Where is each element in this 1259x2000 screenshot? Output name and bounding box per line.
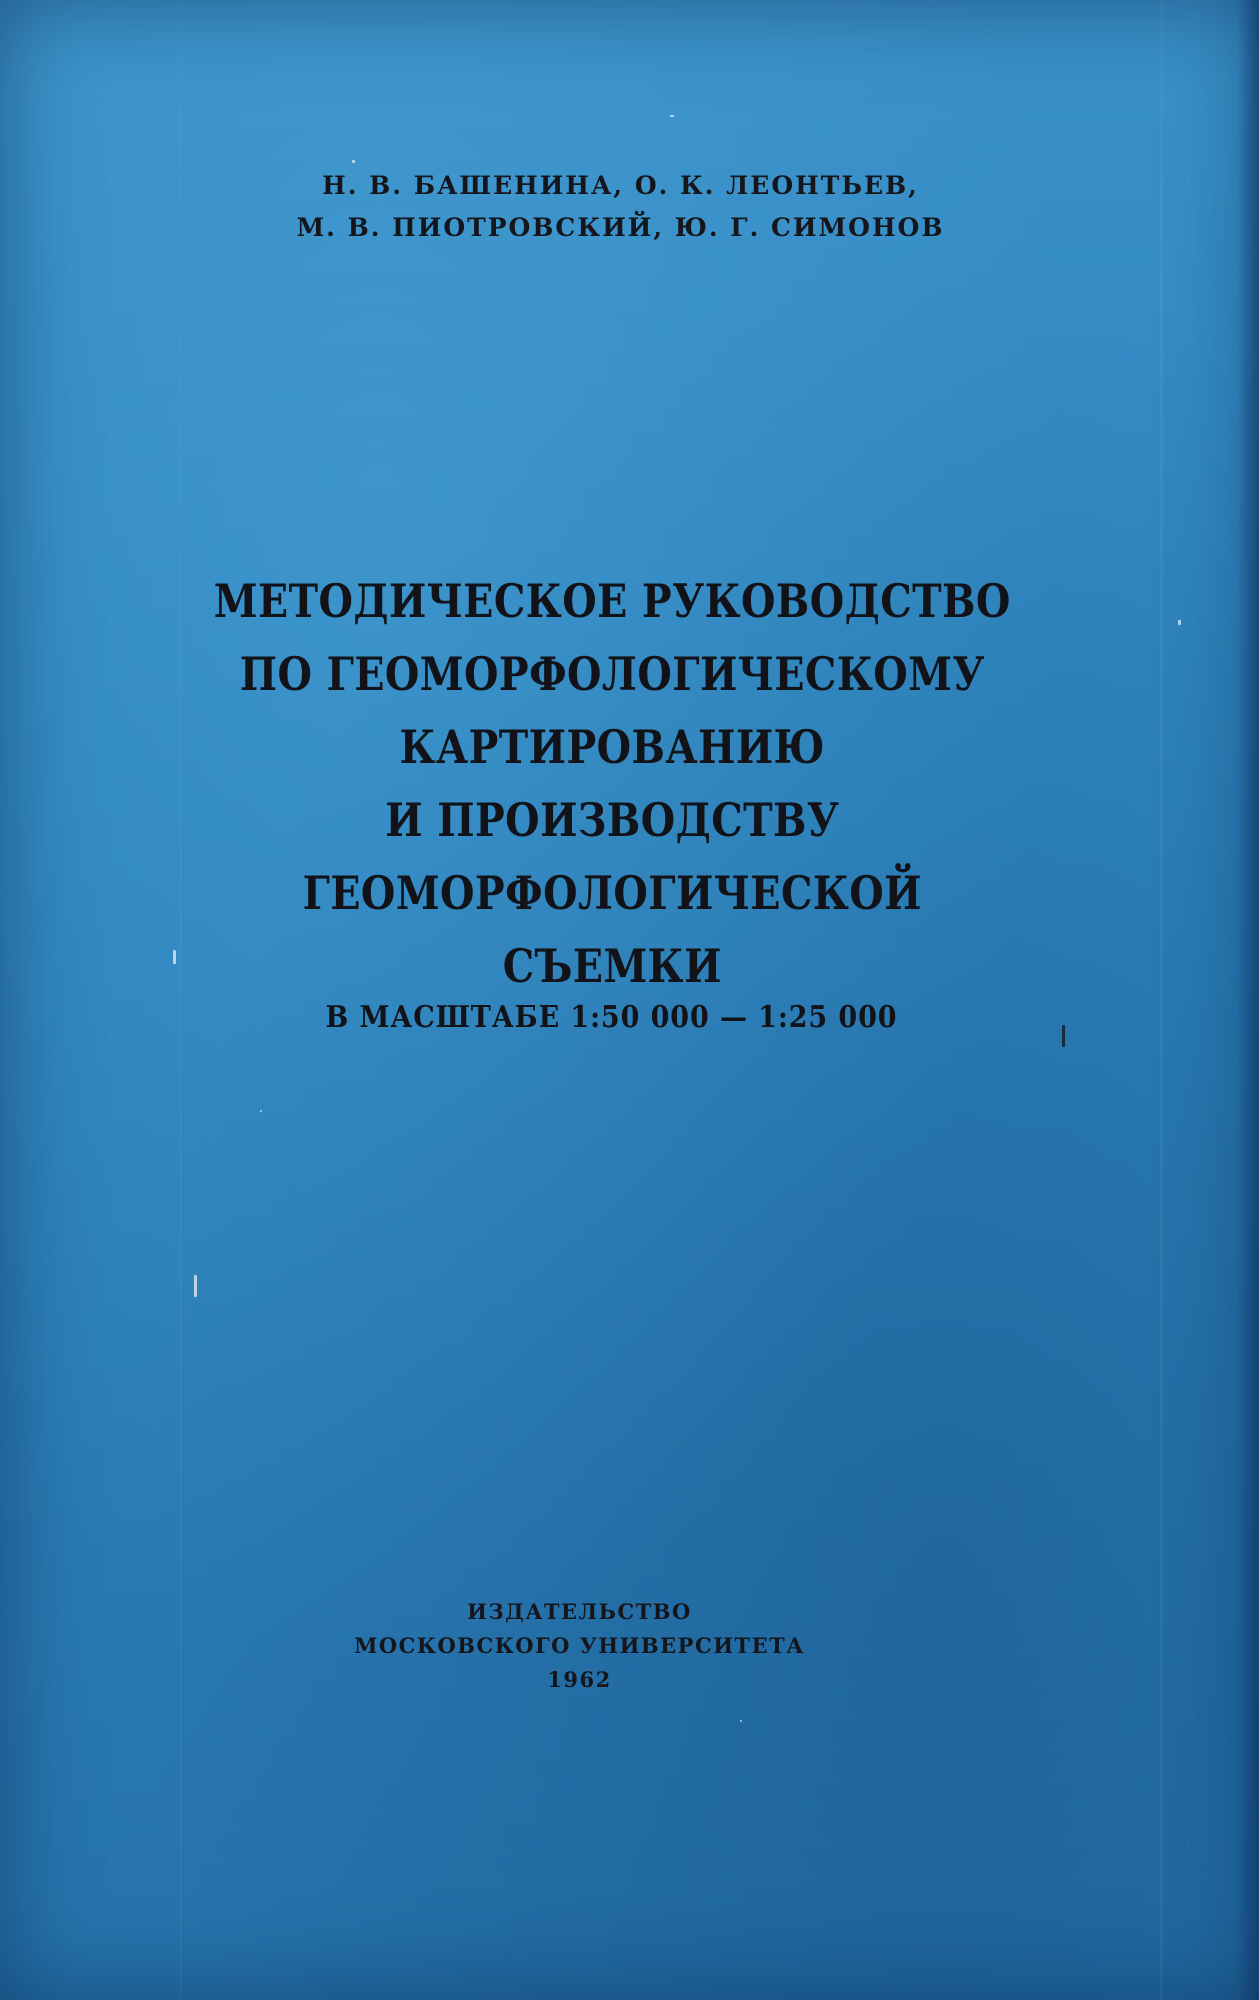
book-title [88, 565, 1171, 1003]
publisher-block [0, 1595, 1259, 1697]
title-line: ГЕОМОРФОЛОГИЧЕСКОЙ [302, 866, 922, 920]
scale-subtitle [63, 1000, 1196, 1035]
title-line: ПО ГЕОМОРФОЛОГИЧЕСКОМУ [239, 647, 985, 701]
scale-text: В МАСШТАБЕ 1:50 000 — 1:25 000 [325, 1000, 898, 1035]
publisher-line: МОСКОВСКОГО УНИВЕРСИТЕТА [354, 1633, 805, 1658]
cover-speck [1178, 620, 1181, 625]
authors-block [0, 165, 1259, 249]
publication-year: 1962 [547, 1667, 612, 1692]
publisher-line: ИЗДАТЕЛЬСТВО [467, 1599, 692, 1624]
title-line: МЕТОДИЧЕСКОЕ РУКОВОДСТВО [213, 574, 1011, 628]
cover-speck [352, 160, 355, 163]
title-line: КАРТИРОВАНИЮ [399, 720, 826, 774]
authors-line: Н. В. БАШЕНИНА, О. К. ЛЕОНТЬЕВ, [322, 171, 919, 200]
title-line: И ПРОИЗВОДСТВУ [385, 793, 840, 847]
cover-speck [260, 1110, 262, 1112]
cover-speck [194, 1275, 197, 1297]
cover-edge-shadow [1237, 0, 1259, 2000]
title-line: СЪЕМКИ [502, 939, 722, 993]
cover-speck [670, 115, 674, 117]
cover-speck [740, 1720, 742, 1722]
authors-line: М. В. ПИОТРОВСКИЙ, Ю. Г. СИМОНОВ [296, 213, 945, 242]
